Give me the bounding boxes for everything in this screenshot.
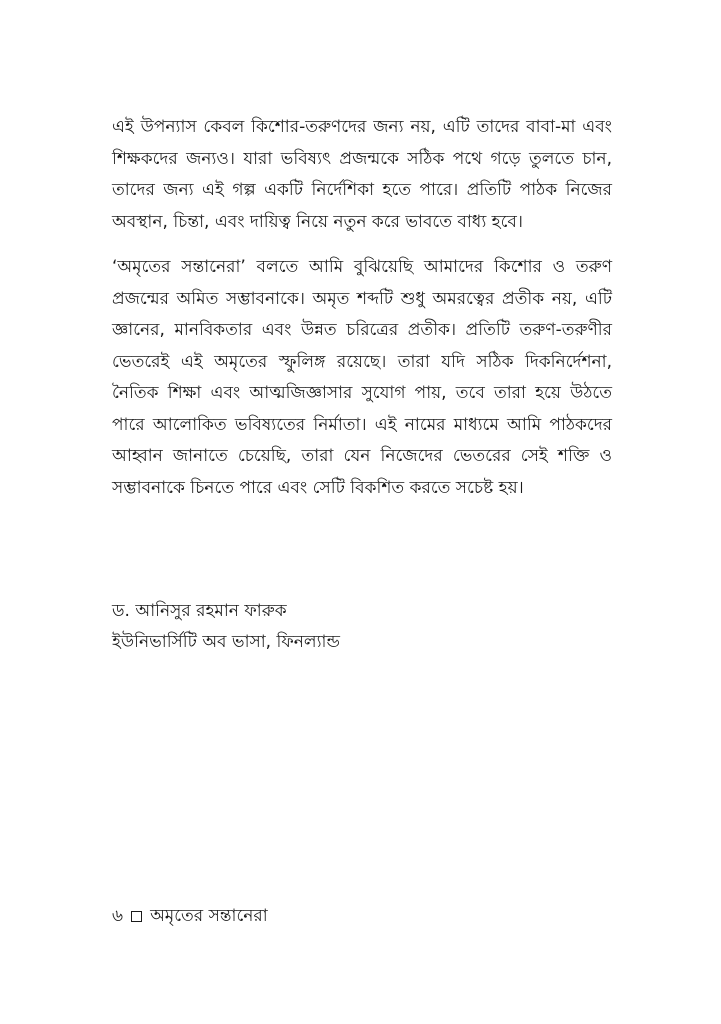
running-book-title: অমৃতের সন্তানেরা bbox=[150, 906, 268, 926]
paragraph-2: ‘অমৃতের সন্তানেরা’ বলতে আমি বুঝিয়েছি আমাদের কিশোর ও তরুণ প্রজন্মের অমিত সম্ভাবনাকে। অমৃত শব্দটি শুধু অমরত্বের প্রতীক নয়, এটি জ্ঞানের, মানবিকতার এবং উন্নত চরিত্রের প্রতীক। প্রতিটি তরুণ-তরুণীর ভেতরেই এই অমৃতের স্ফুলিঙ্গ রয়েছে। তারা যদি সঠিক দিকনির্দেশনা, নৈতিক শিক্ষা এবং আত্মজিজ্ঞাসার সুযোগ পায়, তবে তারা হয়ে উঠতে পারে আলোকিত ভবিষ্যতের নির্মাতা। এই নামের মাধ্যমে আমি পাঠকদের আহ্বান জানাতে চেয়েছি, তারা যেন নিজেদের ভেতরের সেই শক্তি ও সম্ভাবনাকে চিনতে পারে এবং সেটি বিকশিত করতে সচেষ্ট হয়। bbox=[112, 257, 612, 498]
page-number: ৬ bbox=[112, 906, 124, 926]
square-separator-icon bbox=[131, 911, 142, 922]
author-signature bbox=[112, 596, 612, 658]
author-name: ড. আনিসুর রহমান ফারুক bbox=[112, 601, 287, 621]
body-text bbox=[112, 112, 612, 518]
author-affiliation: ইউনিভার্সিটি অব ভাসা, ফিনল্যান্ড bbox=[112, 632, 341, 652]
page-footer bbox=[112, 902, 268, 930]
paragraph-1: এই উপন্যাস কেবল কিশোর-তরুণদের জন্য নয়, এটি তাদের বাবা-মা এবং শিক্ষকদের জন্যও। যারা ভবিষ্যৎ প্রজন্মকে সঠিক পথে গড়ে তুলতে চান, তাদের জন্য এই গল্প একটি নির্দেশিকা হতে পারে। প্রতিটি পাঠক নিজের অবস্থান, চিন্তা, এবং দায়িত্ব নিয়ে নতুন করে ভাবতে বাধ্য হবে। bbox=[112, 117, 612, 232]
